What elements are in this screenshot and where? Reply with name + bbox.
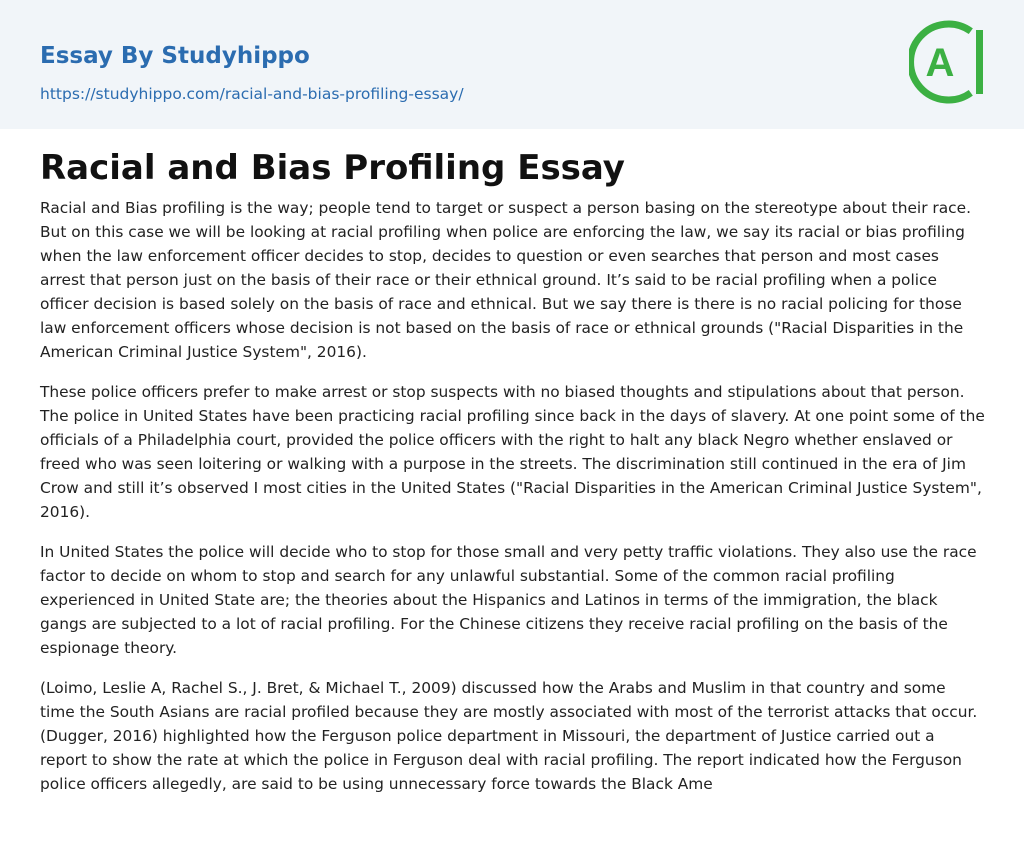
article (40, 146, 985, 812)
essay-url-link[interactable]: https://studyhippo.com/racial-and-bias-profiling-essay/ (40, 85, 464, 103)
logo-bar (976, 30, 983, 94)
essay-paragraph: (Loimo, Leslie A, Rachel S., J. Bret, & Michael T., 2009) discussed how the Arabs and Muslim in that country and some time the South Asians are racial profiled because they are mostly associated with most of the terrorist attacks that occur. (Dugger, 2016) highlighted how the Ferguson police department in Missouri, the department of Justice carried out a report to show the rate at which the police in Ferguson deal with racial profiling. The report indicated how the Ferguson police officers allegedly, are said to be using unnecessary force towards the Black Ame (40, 679, 978, 793)
studyhippo-logo-icon[interactable] (909, 18, 989, 106)
essay-paragraph: Racial and Bias profiling is the way; people tend to target or suspect a person basing on the stereotype about their race. But on this case we will be looking at racial profiling when police are enforcing the law, we say its racial or bias profiling when the law enforcement officer decides to stop, decides to question or even searches that person and most cases arrest that person just on the basis of their race or their ethnical ground. It’s said to be racial profiling when a police officer decision is based solely on the basis of race and ethnical. But we say there is there is no racial policing for those law enforcement officers whose decision is not based on the basis of race or ethnical grounds ("Racial Disparities in the American Criminal Justice System", 2016). (40, 199, 971, 361)
brand-title[interactable]: Essay By Studyhippo (40, 43, 310, 69)
essay-paragraph: In United States the police will decide who to stop for those small and very petty traffic violations. They also use the race factor to decide on whom to stop and search for any unlawful substantial. Some of the common racial profiling experienced in United State are; the theories about the Hispanics and Latinos in terms of the immigration, the black gangs are subjected to a lot of racial profiling. For the Chinese citizens they receive racial profiling on the basis of the espionage theory. (40, 543, 977, 657)
site-header (0, 0, 1024, 129)
page-title: Racial and Bias Profiling Essay (40, 148, 625, 188)
essay-paragraph: These police officers prefer to make arrest or stop suspects with no biased thoughts and stipulations about that person. The police in United States have been practicing racial profiling since back in the days of slavery. At one point some of the officials of a Philadelphia court, provided the police officers with the right to halt any black Negro whether enslaved or freed who was seen loitering or walking with a purpose in the streets. The discrimination still continued in the era of Jim Crow and still it’s observed I most cities in the United States ("Racial Disparities in the American Criminal Justice System", 2016). (40, 383, 985, 521)
logo-letter: A (925, 41, 955, 85)
